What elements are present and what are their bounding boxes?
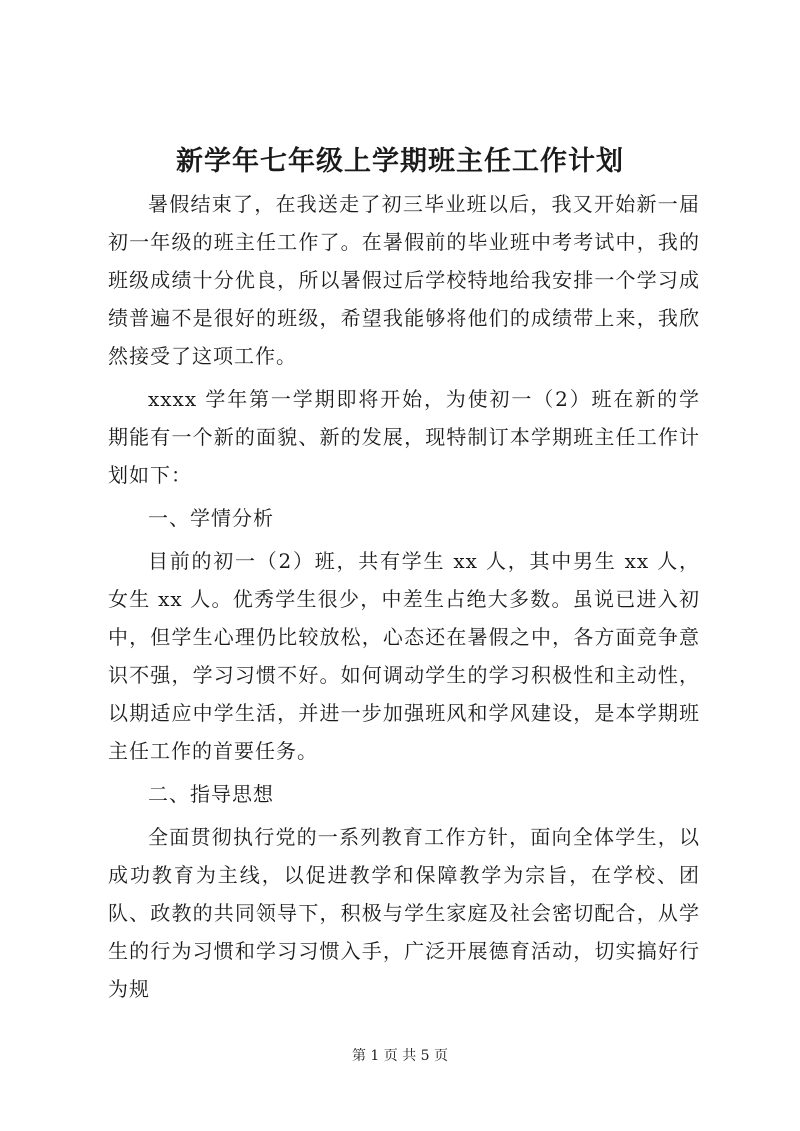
paragraph-intro: 暑假结束了，在我送走了初三毕业班以后，我又开始新一届初一年级的班主任工作了。在暑假前的毕业班中考考试中，我的班级成绩十分优良，所以暑假过后学校特地给我安排一个学习成绩普遍不是很好的班级，希望我能够将他们的成绩带上来，我欣然接受了这项工作。 (108, 192, 700, 368)
section-heading-guiding-ideology: 二、指导思想 (148, 782, 274, 806)
page-footer: 第 1 页 共 5 页 (351, 1048, 449, 1064)
paragraph-guiding-ideology: 全面贯彻执行党的一系列教育工作方针，面向全体学生，以成功教育为主线，以促进教学和保障教学为宗旨，在学校、团队、政教的共同领导下，积极与学生家庭及社会密切配合，从学生的行为习惯和学习习惯入手，广泛开展德育活动，切实搞好行为规 (108, 825, 700, 1001)
document-body (108, 185, 700, 1013)
section-heading-situation-analysis: 一、学情分析 (148, 506, 274, 530)
document-title: 新学年七年级上学期班主任工作计划 (176, 146, 624, 177)
paragraph-plan-statement: xxxx 学年第一学期即将开始，为使初一（2）班在新的学期能有一个新的面貌、新的发展，现特制订本学期班主任工作计划如下： (108, 387, 700, 487)
paragraph-situation-analysis: 目前的初一（2）班，共有学生 xx 人，其中男生 xx 人，女生 xx 人。优秀学生很少，中差生占绝大多数。虽说已进入初中，但学生心理仍比较放松，心态还在暑假之中，各方面竞争意识不强，学习习惯不好。如何调动学生的学习积极性和主动性，以期适应中学生活，并进一步加强班风和学风建设，是本学期班主任工作的首要任务。 (108, 549, 700, 763)
